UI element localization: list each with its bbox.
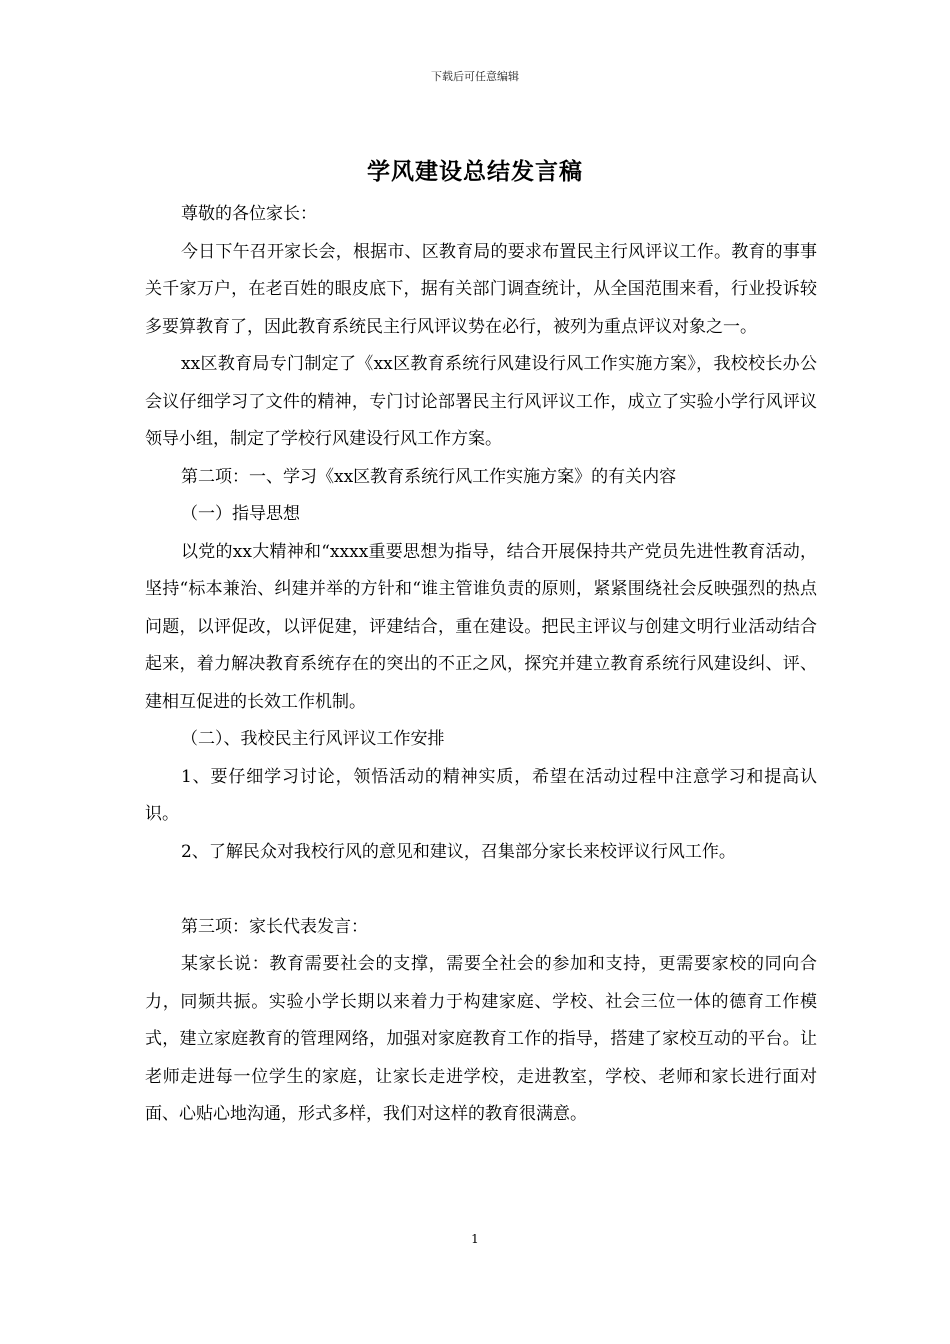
- paragraph-guiding-thought: 以党的xx大精神和“xxxx重要思想为指导，结合开展保持共产党员先进性教育活动，坚持“标本兼治、纠建并举的方针和“谁主管谁负责的原则，紧紧围绕社会反映强烈的热点问题，以评促改，以评促建，评建结合，重在建设。把民主评议与创建文明行业活动结合起来，着力解决教育系统存在的突出的不正之风，探究并建立教育系统行风建设纠、评、建相互促进的长效工作机制。: [145, 541, 817, 712]
- paragraph-intro: 今日下午召开家长会，根据市、区教育局的要求布置民主行风评议工作。教育的事事关千家万户，在老百姓的眼皮底下，据有关部门调查统计，从全国范围来看，行业投诉较多要算教育了，因此教育系统民主行风评议势在必行，被列为重点评议对象之一。: [145, 241, 817, 337]
- document-body: [145, 196, 817, 1134]
- section-heading-item-two: 第二项：一、学习《xx区教育系统行风工作实施方案》的有关内容: [181, 466, 677, 487]
- header-note: 下载后可任意编辑: [431, 70, 519, 83]
- section-heading-item-three: 第三项：家长代表发言：: [181, 916, 368, 937]
- document-title: 学风建设总结发言稿: [367, 158, 583, 185]
- subsection-heading-guiding-thought: （一）指导思想: [181, 504, 300, 524]
- blank-line: [145, 871, 817, 909]
- list-item-1: 1、要仔细学习讨论，领悟活动的精神实质，希望在活动过程中注意学习和提高认识。: [145, 766, 817, 824]
- paragraph-parent-speech: 某家长说：教育需要社会的支撑，需要全社会的参加和支持，更需要家校的同向合力，同频共振。实验小学长期以来着力于构建家庭、学校、社会三位一体的德育工作模式，建立家庭教育的管理网络，加强对家庭教育工作的指导，搭建了家校互动的平台。让老师走进每一位学生的家庭，让家长走进学校，走进教室，学校、老师和家长进行面对面、心贴心地沟通，形式多样，我们对这样的教育很满意。: [145, 954, 817, 1124]
- page-number: 1: [471, 1232, 479, 1246]
- greeting: 尊敬的各位家长：: [181, 204, 317, 224]
- list-item-2: 2、了解民众对我校行风的意见和建议，召集部分家长来校评议行风工作。: [181, 841, 736, 862]
- subsection-heading-arrangement: （二）、我校民主行风评议工作安排: [181, 729, 445, 749]
- paragraph-plan: xx区教育局专门制定了《xx区教育系统行风建设行风工作实施方案》，我校校长办公会议仔细学习了文件的精神，专门讨论部署民主行风评议工作，成立了实验小学行风评议领导小组，制定了学校行风建设行风工作方案。: [145, 354, 817, 449]
